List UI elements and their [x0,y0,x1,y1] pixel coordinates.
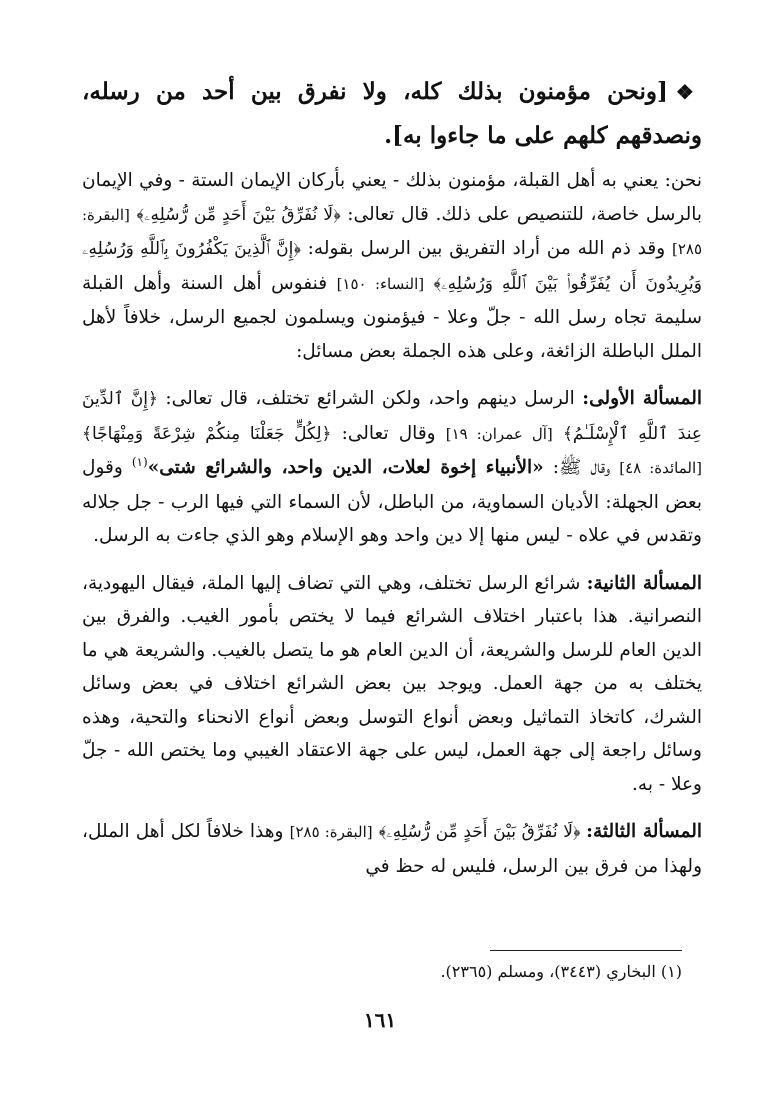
issue-one-text-4: وقول بعض الجهلة: الأديان السماوية، من الباطل، لأن السماء التي فيها الرب - جل جلاله وتقدس في علاه - ليس منها إلا دين واحد وهو الإسلام وهو الذي جاءت به الرسل. [82,457,702,546]
hadith-quote: «الأنبياء إخوة لعلات، الدين واحد، والشرائع شتى» [147,457,544,478]
page-number: ١٦١ [363,1008,397,1032]
footnote-divider [490,950,682,951]
issue-two-paragraph [82,567,702,802]
intro-text-1: نحن: يعني به أهل القبلة، مؤمنون بذلك - يعني بأركان الإيمان الستة - وفي الإيمان بالرسل خاصة، للتنصيص على ذلك. قال تعالى: [82,170,702,225]
verse-reference: [النساء: ١٥٠] [336,274,425,293]
footnote-marker[interactable]: (١) [131,454,148,469]
issue-three-paragraph [82,815,702,883]
issue-one-paragraph [82,382,702,553]
verse-reference: [البقرة: ٢٨٥] [82,205,702,258]
issue-one-text-3: وقال ﷺ: [543,457,620,478]
issue-three-title: المسألة الثالثة: [586,821,702,842]
intro-text-3: فنفوس أهل السنة وأهل القبلة سليمة تجاه رسل الله - جلّ وعلا - فيؤمنون ويسلمون لجميع الرسل، خلافاً لأهل الملل الباطلة الزائغة، وعلى هذه الجملة بعض مسائل: [82,272,702,362]
intro-paragraph [82,164,702,368]
issue-two-title: المسألة الثانية: [586,572,702,594]
heading-text: [ونحن مؤمنون بذلك كله، ولا نفرق بين أحد من رسله، ونصدقهم كلهم على ما جاءوا به]. [82,78,702,149]
issue-one-title: المسألة الأولى: [582,388,703,409]
quran-verse: ﴿لِكُلٍّ جَعَلْنَا مِنكُمْ شِرْعَةً وَمِنْهَاجًا﴾ [82,423,332,444]
intro-text-2: وقد ذم الله من أراد التفريق بين الرسل بقوله: [300,238,672,259]
quran-verse: ﴿لَا نُفَرِّقُ بَيْنَ أَحَدٍ مِّن رُّسُلِهِۦ﴾ [378,822,587,842]
issue-three-text: وهذا خلافاً لكل أهل الملل، ولهذا من فرق بين الرسل، فليس له حظ في [82,821,702,877]
quran-verse: ﴿إِنَّ ٱلدِّينَ عِندَ ٱللَّهِ ٱلْإِسْلَـٰمُ﴾ [82,389,703,444]
verse-reference: [البقرة: ٢٨٥] [289,823,373,841]
issue-one-text-2: وقال تعالى: [331,422,446,444]
section-heading [82,70,702,158]
issue-one-text-1: الرسل دينهم واحد، ولكن الشرائع تختلف، قال تعالى: [157,388,583,409]
diamond-bullet-icon: ❖ [675,80,702,104]
footnote: (١) البخاري (٣٤٤٣)، ومسلم (٢٣٦٥). [440,962,682,981]
verse-reference: [آل عمران: ١٩] [445,424,553,443]
issue-two-text: شرائع الرسل تختلف، وهي التي تضاف إليها الملة، فيقال اليهودية، النصرانية. هذا باعتبار اختلاف الشرائع فيما لا يختص بأمور الغيب. والفرق بين الدين العام للرسل والشريعة، أن الدين العام هو ما يتصل بالغيب. والشريعة هي ما يختلف به من جهة العمل. ويوجد بين بعض الشرائع اختلاف في بعض وسائل الشرك، كاتخاذ التماثيل وبعض أنواع التوسل وبعض أنواع الانحناء والتحية، وهذه وسائل راجعة إلى جهة العمل، ليس على جهة الاعتقاد الغيبي وما يختص الله - جلّ وعلا - به. [82,572,702,795]
page-body [82,70,702,897]
quran-verse: ﴿لَا نُفَرِّقُ بَيْنَ أَحَدٍ مِّن رُّسُلِهِۦ﴾ [136,204,341,225]
verse-reference: [المائدة: ٤٨] [619,459,702,477]
quran-verse: ﴿إِنَّ ٱلَّذِينَ يَكْفُرُونَ بِٱللَّهِ وَرُسُلِهِۦ وَيُرِيدُونَ أَن يُفَرِّقُوا۟ بَيْنَ ٱللَّهِ وَرُسُلِهِۦ﴾ [82,239,702,294]
